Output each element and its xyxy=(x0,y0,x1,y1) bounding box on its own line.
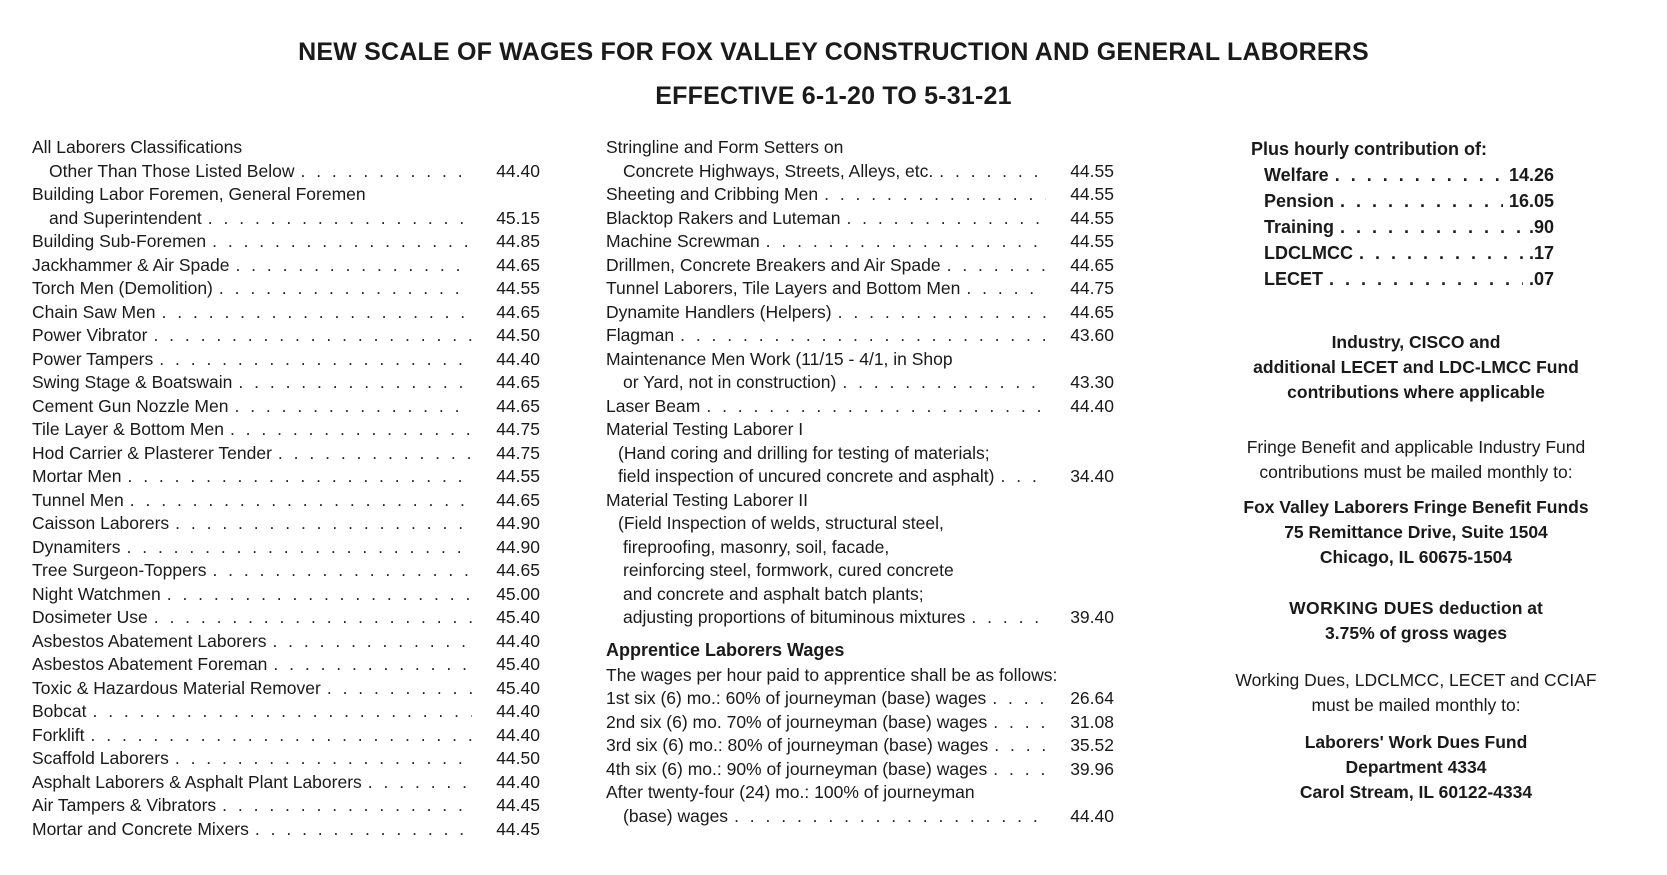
wage-classification: Dynamiters xyxy=(32,536,121,557)
dot-leader xyxy=(130,489,472,513)
wage-classification: Power Tampers xyxy=(32,348,154,369)
wage-classification: Mortar Men xyxy=(32,466,122,486)
wage-classification: Blacktop Rakers and Luteman xyxy=(606,207,841,228)
wage-row xyxy=(32,136,540,160)
dot-leader xyxy=(222,794,472,818)
wage-classification: Machine Screwman xyxy=(606,231,760,251)
wage-row xyxy=(32,818,540,842)
wage-classification: or Yard, not in construction) xyxy=(623,372,837,392)
wage-rate: 45.15 xyxy=(496,207,540,228)
dot-leader xyxy=(230,418,472,442)
wage-rate: 44.65 xyxy=(1070,301,1114,322)
dot-leader xyxy=(838,301,1046,325)
wage-classification: field inspection of uncured concrete and asphalt) xyxy=(618,466,995,486)
wage-rate: 44.40 xyxy=(496,630,540,651)
contribution-amount: .90 xyxy=(1528,217,1554,237)
wage-classification: Material Testing Laborer II xyxy=(606,489,809,510)
dot-leader xyxy=(1329,266,1523,292)
wage-classification: reinforcing steel, formwork, cured concrete xyxy=(623,560,954,580)
wage-row xyxy=(606,301,1114,325)
dot-leader xyxy=(368,771,472,795)
fringe-address: Fox Valley Laborers Fringe Benefit Funds 75 Remittance Drive, Suite 1504 Chicago, IL 60675-1504 xyxy=(1243,497,1589,567)
dot-leader xyxy=(327,677,472,701)
contribution-column xyxy=(1196,136,1636,805)
wage-classification: Chain Saw Men xyxy=(32,301,156,322)
contribution-amount: .17 xyxy=(1528,243,1554,263)
wage-row xyxy=(32,536,540,560)
wage-classification: Tree Surgeon-Toppers xyxy=(32,560,207,580)
wage-row xyxy=(606,465,1114,489)
wage-rate: 44.40 xyxy=(496,724,540,745)
contribution-label: LECET xyxy=(1264,269,1324,289)
wage-classification: Tunnel Laborers, Tile Layers and Bottom Men xyxy=(606,278,961,298)
wage-rate: 44.55 xyxy=(1070,184,1114,204)
wage-classification: and concrete and asphalt batch plants; xyxy=(623,583,924,604)
dot-leader xyxy=(219,277,472,301)
wage-row xyxy=(606,348,1114,372)
wage-classification: Power Vibrator xyxy=(32,325,148,345)
wage-row xyxy=(606,758,1114,782)
wage-classification: and Superintendent xyxy=(49,207,202,228)
wage-row xyxy=(32,160,540,184)
dot-leader xyxy=(154,606,472,630)
dot-leader xyxy=(706,395,1046,419)
wage-classification: Jackhammer & Air Spade xyxy=(32,254,230,275)
dot-leader xyxy=(1335,162,1503,188)
wage-row xyxy=(32,606,540,630)
dot-leader xyxy=(238,371,472,395)
dot-leader xyxy=(159,348,472,372)
wage-classification: 1st six (6) mo.: 60% of journeyman (base) wages xyxy=(606,688,987,708)
wage-row xyxy=(606,606,1114,630)
dot-leader xyxy=(1359,240,1523,266)
wage-rate: 44.50 xyxy=(496,748,540,768)
wage-classification: After twenty-four (24) mo.: 100% of journeyman xyxy=(606,782,975,802)
wage-classification: Tunnel Men xyxy=(32,489,124,510)
dues-mail-note: Working Dues, LDCLMCC, LECET and CCIAF must be mailed monthly to: xyxy=(1235,670,1597,715)
wage-rate: 45.40 xyxy=(496,607,540,627)
wage-rate: 44.75 xyxy=(496,419,540,439)
wage-rate: 44.40 xyxy=(496,348,540,369)
wage-row xyxy=(606,183,1114,207)
dot-leader xyxy=(939,160,1046,184)
wage-rate: 44.55 xyxy=(1070,207,1114,228)
wage-classification: Drillmen, Concrete Breakers and Air Spade xyxy=(606,254,941,275)
dot-leader xyxy=(162,301,472,325)
dot-leader xyxy=(966,277,1046,301)
dot-leader xyxy=(846,207,1046,231)
dot-leader xyxy=(91,724,473,748)
wage-classification: Concrete Highways, Streets, Alleys, etc. xyxy=(623,160,934,181)
wage-rate: 43.60 xyxy=(1070,325,1114,345)
wage-rate: 44.40 xyxy=(496,160,540,181)
wage-classification: Torch Men (Demolition) xyxy=(32,278,213,298)
wage-row xyxy=(32,301,540,325)
wage-classification: Cement Gun Nozzle Men xyxy=(32,395,229,416)
wage-row xyxy=(32,207,540,231)
dot-leader xyxy=(1001,465,1047,489)
wage-rate: 45.40 xyxy=(496,654,540,674)
wage-rate: 44.55 xyxy=(496,278,540,298)
wage-rate: 44.90 xyxy=(496,536,540,557)
wage-rate: 44.75 xyxy=(496,442,540,463)
wage-classification: 3rd six (6) mo.: 80% of journeyman (base) wages xyxy=(606,735,989,755)
wage-row xyxy=(606,254,1114,278)
wage-rate: 44.55 xyxy=(1070,231,1114,251)
wage-row xyxy=(606,395,1114,419)
wage-list-2 xyxy=(606,136,1114,630)
dot-leader xyxy=(255,818,472,842)
dot-leader xyxy=(842,371,1046,395)
wage-row xyxy=(32,559,540,583)
wage-rate: 44.40 xyxy=(496,771,540,792)
wage-rate: 44.90 xyxy=(496,513,540,533)
wage-rate: 26.64 xyxy=(1070,688,1114,708)
wage-classification: All Laborers Classifications xyxy=(32,137,243,157)
wage-row xyxy=(32,465,540,489)
wage-rate: 44.45 xyxy=(496,795,540,815)
wage-row xyxy=(606,781,1114,805)
wage-row xyxy=(606,136,1114,160)
wage-row xyxy=(606,734,1114,758)
dot-leader xyxy=(127,536,473,560)
dot-leader xyxy=(175,747,472,771)
wage-rate: 44.65 xyxy=(496,395,540,416)
wage-column-2 xyxy=(606,136,1114,828)
contribution-row xyxy=(1196,266,1554,292)
wage-rate: 31.08 xyxy=(1070,711,1114,732)
wage-row xyxy=(32,583,540,607)
wage-classification: Stringline and Form Setters on xyxy=(606,137,844,157)
wage-classification: Scaffold Laborers xyxy=(32,748,169,768)
wage-classification: Maintenance Men Work (11/15 - 4/1, in Shop xyxy=(606,348,953,369)
wage-rate: 44.65 xyxy=(496,560,540,580)
wage-classification: Laser Beam xyxy=(606,395,701,416)
working-dues-note: WORKING DUES deduction at 3.75% of gross wages xyxy=(1289,598,1543,643)
wage-classification: (Field Inspection of welds, structural steel, xyxy=(618,513,944,533)
contribution-row xyxy=(1196,162,1554,188)
dot-leader xyxy=(971,606,1046,630)
wage-row xyxy=(32,677,540,701)
wage-rate: 44.65 xyxy=(496,372,540,392)
contribution-label: Pension xyxy=(1264,191,1335,211)
wage-classification: 4th six (6) mo.: 90% of journeyman (base) wages xyxy=(606,758,988,779)
wage-rate: 43.30 xyxy=(1070,372,1114,392)
dues-address: Laborers' Work Dues Fund Department 4334 Carol Stream, IL 60122-4334 xyxy=(1299,732,1533,802)
wage-rate: 44.55 xyxy=(1070,160,1114,181)
wage-rate: 44.55 xyxy=(496,466,540,486)
wage-classification: Air Tampers & Vibrators xyxy=(32,795,217,815)
dot-leader xyxy=(127,465,472,489)
wage-row xyxy=(606,687,1114,711)
fringe-note: Fringe Benefit and applicable Industry Fund contributions must be mailed monthly to: xyxy=(1246,437,1586,482)
wage-classification: Building Labor Foremen, General Foremen xyxy=(32,184,366,204)
wage-rate: 44.40 xyxy=(496,701,540,721)
wage-classification: fireproofing, masonry, soil, facade, xyxy=(623,536,890,557)
wage-row xyxy=(32,653,540,677)
wage-classification: adjusting proportions of bituminous mixtures xyxy=(623,607,966,627)
wage-rate: 34.40 xyxy=(1070,466,1114,486)
wage-row xyxy=(32,700,540,724)
industry-note: Industry, CISCO and additional LECET and LDC-LMCC Fund contributions where applicable xyxy=(1253,332,1579,402)
wage-classification: Caisson Laborers xyxy=(32,513,170,533)
wage-row xyxy=(32,771,540,795)
wage-row xyxy=(606,711,1114,735)
wage-rate: 45.00 xyxy=(496,583,540,604)
wage-row xyxy=(32,512,540,536)
wage-row xyxy=(32,630,540,654)
wage-rate: 44.50 xyxy=(496,325,540,345)
wage-classification: Asbestos Abatement Laborers xyxy=(32,630,267,651)
dot-leader xyxy=(824,183,1046,207)
wage-classification: Night Watchmen xyxy=(32,583,161,604)
dot-leader xyxy=(300,160,472,184)
contribution-row xyxy=(1196,214,1554,240)
effective-dates: EFFECTIVE 6-1-20 TO 5-31-21 xyxy=(655,82,1012,110)
wage-classification: Asbestos Abatement Foreman xyxy=(32,654,268,674)
dot-leader xyxy=(272,630,472,654)
dot-leader xyxy=(278,442,472,466)
apprentice-list xyxy=(606,664,1114,829)
wage-classification: Material Testing Laborer I xyxy=(606,419,804,439)
wage-row xyxy=(606,442,1114,466)
wage-row xyxy=(32,724,540,748)
contribution-list xyxy=(1196,162,1636,292)
dot-leader xyxy=(212,559,472,583)
dot-leader xyxy=(153,324,472,348)
wage-classification: Bobcat xyxy=(32,701,87,721)
apprentice-heading: Apprentice Laborers Wages xyxy=(606,639,845,660)
wage-row xyxy=(606,664,1114,688)
dot-leader xyxy=(766,230,1046,254)
contribution-heading: Plus hourly contribution of: xyxy=(1251,139,1487,159)
wage-row xyxy=(606,512,1114,536)
dot-leader xyxy=(1340,188,1503,214)
wage-classification: (Hand coring and drilling for testing of materials; xyxy=(618,442,990,463)
wage-rate: 39.40 xyxy=(1070,607,1114,627)
wage-row xyxy=(32,254,540,278)
wage-classification: Tile Layer & Bottom Men xyxy=(32,419,224,439)
dot-leader xyxy=(680,324,1046,348)
wage-row xyxy=(606,805,1114,829)
dot-leader xyxy=(92,700,472,724)
wage-classification: Flagman xyxy=(606,325,675,345)
wage-row xyxy=(32,324,540,348)
wage-rate: 44.65 xyxy=(496,489,540,510)
wage-row xyxy=(32,277,540,301)
wage-rate: 44.45 xyxy=(496,818,540,839)
wage-classification: The wages per hour paid to apprentice shall be as follows: xyxy=(606,664,1058,685)
wage-rate: 44.40 xyxy=(1070,805,1114,826)
dot-leader xyxy=(235,254,472,278)
wage-row xyxy=(32,348,540,372)
dot-leader xyxy=(994,734,1046,758)
contribution-amount: 14.26 xyxy=(1508,165,1554,185)
dot-leader xyxy=(734,805,1046,829)
wage-classification: Building Sub-Foremen xyxy=(32,231,207,251)
wage-classification: Toxic & Hazardous Material Remover xyxy=(32,677,321,698)
wage-classification: Dosimeter Use xyxy=(32,607,148,627)
wage-rate: 45.40 xyxy=(496,677,540,698)
wage-row xyxy=(606,489,1114,513)
contribution-amount: .07 xyxy=(1528,269,1554,289)
wage-rate: 44.65 xyxy=(1070,254,1114,275)
wage-classification: Dynamite Handlers (Helpers) xyxy=(606,301,832,322)
wage-rate: 44.65 xyxy=(496,254,540,275)
wage-row xyxy=(32,489,540,513)
wage-classification: (base) wages xyxy=(623,805,729,826)
contribution-row xyxy=(1196,240,1554,266)
wage-rate: 44.75 xyxy=(1070,278,1114,298)
wage-classification: Asphalt Laborers & Asphalt Plant Laborers xyxy=(32,771,362,792)
wage-row xyxy=(32,418,540,442)
wage-classification: Other Than Those Listed Below xyxy=(49,160,295,181)
dot-leader xyxy=(993,711,1046,735)
contribution-label: LDCLMCC xyxy=(1264,243,1353,263)
wage-classification: Sheeting and Cribbing Men xyxy=(606,184,819,204)
dot-leader xyxy=(992,687,1046,711)
contribution-amount: 16.05 xyxy=(1508,191,1554,211)
dot-leader xyxy=(234,395,472,419)
contribution-label: Welfare xyxy=(1264,165,1329,185)
wage-row xyxy=(606,230,1114,254)
dot-leader xyxy=(208,207,472,231)
wage-row xyxy=(606,324,1114,348)
wage-classification: Hod Carrier & Plasterer Tender xyxy=(32,442,272,463)
dot-leader xyxy=(947,254,1046,278)
wage-row xyxy=(32,794,540,818)
wage-row xyxy=(606,583,1114,607)
wage-row xyxy=(606,160,1114,184)
wage-row xyxy=(606,418,1114,442)
wage-rate: 44.85 xyxy=(496,231,540,251)
dot-leader xyxy=(273,653,472,677)
wage-rate: 39.96 xyxy=(1070,758,1114,779)
wage-classification: Swing Stage & Boatswain xyxy=(32,372,233,392)
wage-column-1 xyxy=(32,136,540,841)
wage-row xyxy=(32,747,540,771)
dot-leader xyxy=(175,512,472,536)
wage-classification: 2nd six (6) mo. 70% of journeyman (base) wages xyxy=(606,711,988,732)
wage-rate: 35.52 xyxy=(1070,735,1114,755)
dot-leader xyxy=(212,230,472,254)
dot-leader xyxy=(1340,214,1523,240)
contribution-row xyxy=(1196,188,1554,214)
wage-classification: Forklift xyxy=(32,724,85,745)
wage-row xyxy=(32,442,540,466)
wage-row xyxy=(606,277,1114,301)
wage-row xyxy=(606,536,1114,560)
wage-row xyxy=(32,395,540,419)
dot-leader xyxy=(993,758,1046,782)
wage-row xyxy=(606,207,1114,231)
wage-classification: Mortar and Concrete Mixers xyxy=(32,818,249,839)
wage-row xyxy=(32,230,540,254)
wage-row xyxy=(32,183,540,207)
wage-rate: 44.40 xyxy=(1070,395,1114,416)
wage-row xyxy=(606,559,1114,583)
dot-leader xyxy=(167,583,472,607)
wage-row xyxy=(32,371,540,395)
page-title: NEW SCALE OF WAGES FOR FOX VALLEY CONSTRUCTION AND GENERAL LABORERS xyxy=(298,38,1369,66)
contribution-label: Training xyxy=(1264,217,1335,237)
wage-row xyxy=(606,371,1114,395)
wage-rate: 44.65 xyxy=(496,301,540,322)
